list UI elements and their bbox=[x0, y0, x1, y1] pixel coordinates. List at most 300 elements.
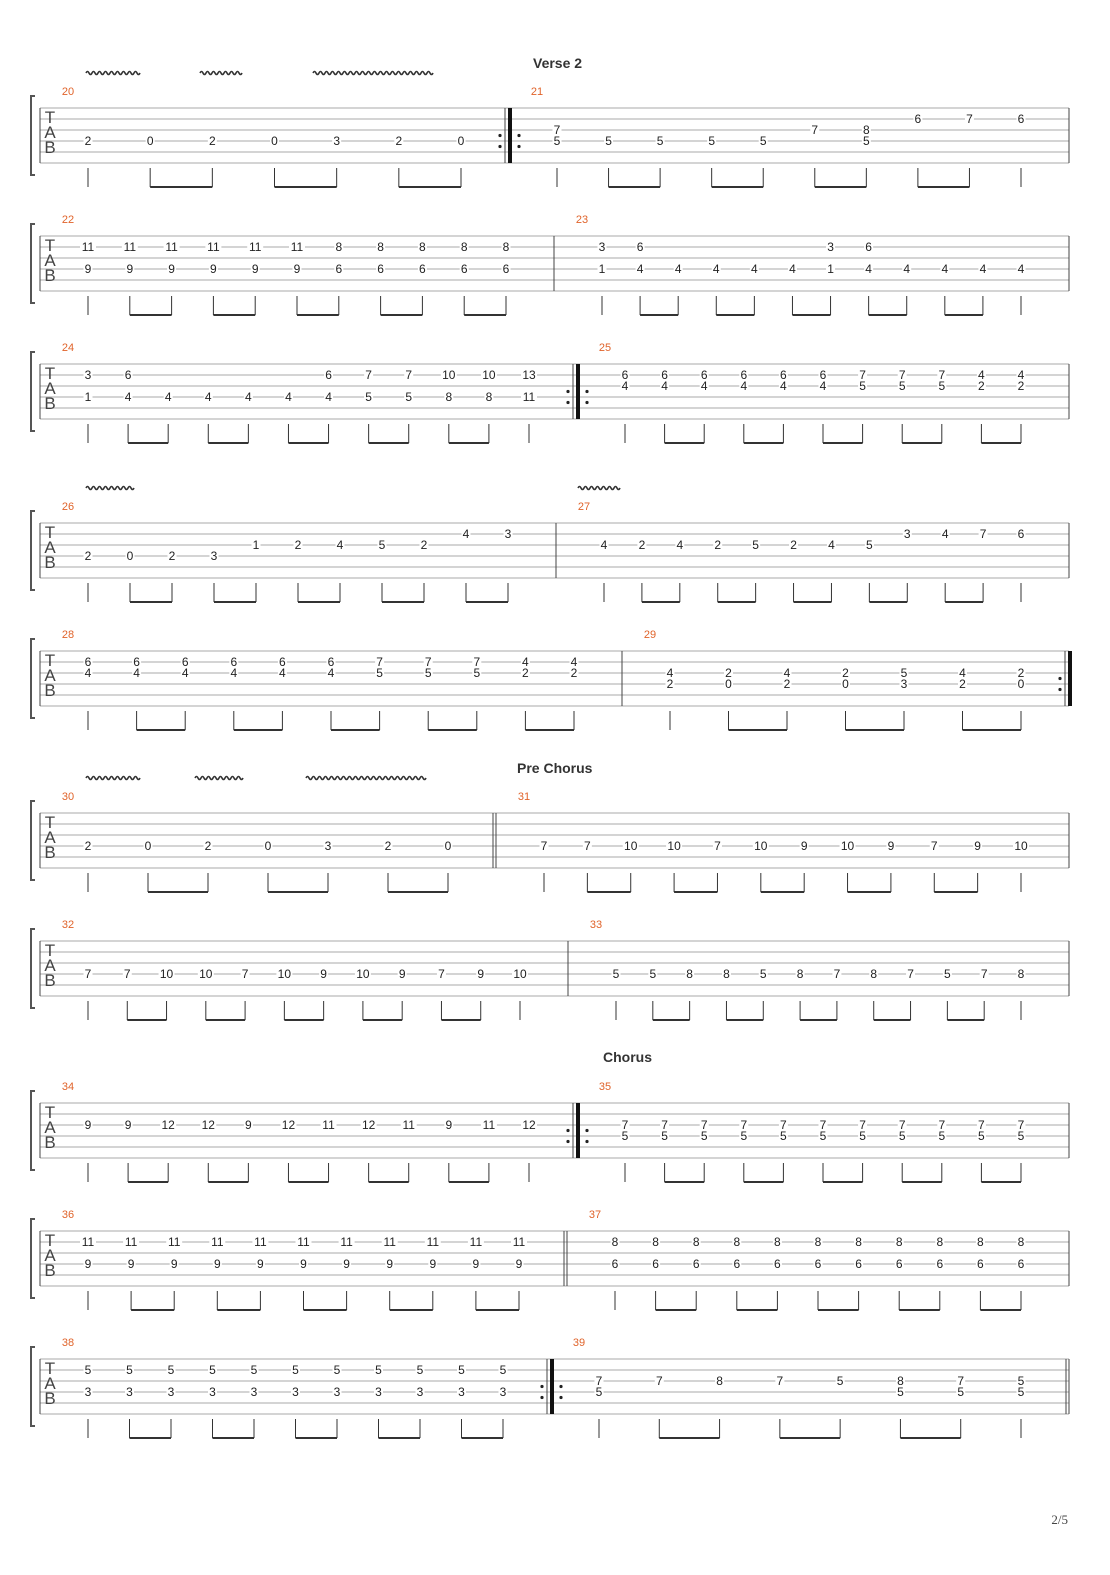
fret-number: 7 bbox=[714, 839, 721, 853]
fret-number: 9 bbox=[170, 1257, 178, 1271]
fret-number: 7 bbox=[376, 655, 383, 669]
repeat-dot bbox=[498, 134, 501, 137]
fret-number: 5 bbox=[612, 967, 620, 981]
fret-number: 11 bbox=[426, 1235, 440, 1249]
fret-number: 8 bbox=[377, 240, 384, 254]
fret-number: 6 bbox=[780, 368, 787, 382]
fret-number: 5 bbox=[333, 1363, 341, 1377]
fret-number: 2 bbox=[638, 538, 646, 552]
fret-number: 8 bbox=[897, 1374, 904, 1388]
fret-number: 9 bbox=[124, 1118, 132, 1132]
system-bracket bbox=[31, 801, 35, 880]
system-bracket bbox=[31, 1347, 35, 1426]
fret-number: 5 bbox=[424, 666, 432, 680]
fret-number: 7 bbox=[780, 1118, 787, 1132]
repeat-dot bbox=[517, 145, 520, 148]
fret-number: 4 bbox=[740, 379, 748, 393]
tab-clef-letter: B bbox=[44, 843, 56, 862]
fret-number: 7 bbox=[621, 1118, 629, 1132]
system-bracket bbox=[31, 352, 35, 431]
tab-system bbox=[31, 342, 1069, 443]
fret-number: 9 bbox=[213, 1257, 221, 1271]
fret-number: 0 bbox=[264, 839, 272, 853]
repeat-dot bbox=[498, 145, 501, 148]
vibrato-mark bbox=[86, 487, 134, 490]
vibrato-mark bbox=[306, 777, 426, 780]
fret-number: 6 bbox=[502, 262, 510, 276]
tab-clef-letter: A bbox=[44, 828, 56, 847]
vibrato-mark bbox=[578, 487, 620, 490]
fret-number: 8 bbox=[419, 240, 426, 254]
tab-clef-letter: T bbox=[44, 108, 56, 127]
measure-number: 36 bbox=[61, 1209, 75, 1221]
repeat-dot bbox=[585, 390, 588, 393]
fret-number: 6 bbox=[652, 1257, 659, 1271]
fret-number: 5 bbox=[473, 666, 481, 680]
fret-number: 3 bbox=[333, 1385, 341, 1399]
fret-number: 8 bbox=[733, 1235, 741, 1249]
fret-number: 11 bbox=[340, 1235, 353, 1249]
fret-number: 3 bbox=[598, 240, 606, 254]
fret-number: 3 bbox=[903, 527, 911, 541]
fret-number: 2 bbox=[395, 134, 403, 148]
tab-clef-letter: A bbox=[44, 251, 56, 270]
barline-thick bbox=[508, 108, 512, 163]
fret-number: 12 bbox=[361, 1118, 376, 1132]
fret-number: 5 bbox=[859, 1129, 866, 1143]
fret-number: 10 bbox=[1014, 839, 1028, 853]
fret-number: 4 bbox=[84, 666, 92, 680]
fret-number: 9 bbox=[472, 1257, 480, 1271]
fret-number: 5 bbox=[605, 134, 612, 148]
fret-number: 7 bbox=[980, 967, 988, 981]
fret-number: 4 bbox=[621, 379, 629, 393]
barline-thick bbox=[550, 1359, 554, 1414]
fret-number: 7 bbox=[438, 967, 445, 981]
fret-number: 11 bbox=[522, 390, 536, 404]
fret-number: 5 bbox=[416, 1363, 424, 1377]
repeat-dot bbox=[1058, 677, 1061, 680]
fret-number: 6 bbox=[327, 655, 335, 669]
system-bracket bbox=[31, 639, 35, 718]
fret-number: 5 bbox=[656, 134, 664, 148]
fret-number: 5 bbox=[378, 538, 386, 552]
fret-number: 4 bbox=[780, 379, 787, 393]
fret-number: 5 bbox=[900, 666, 908, 680]
tab-clef-letter: T bbox=[44, 651, 56, 670]
fret-number: 6 bbox=[230, 655, 238, 669]
fret-number: 4 bbox=[462, 527, 470, 541]
fret-number: 6 bbox=[1017, 527, 1025, 541]
measure-number: 27 bbox=[577, 501, 591, 513]
measure-number: 31 bbox=[517, 791, 531, 803]
fret-number: 0 bbox=[457, 134, 465, 148]
fret-number: 6 bbox=[661, 368, 668, 382]
fret-number: 5 bbox=[167, 1363, 175, 1377]
fret-number: 0 bbox=[126, 549, 134, 563]
fret-number: 8 bbox=[936, 1235, 944, 1249]
fret-number: 3 bbox=[84, 1385, 92, 1399]
tab-clef-letter: T bbox=[44, 941, 56, 960]
fret-number: 9 bbox=[293, 262, 301, 276]
tab-clef-letter: T bbox=[44, 523, 56, 542]
fret-number: 5 bbox=[898, 1129, 906, 1143]
fret-number: 8 bbox=[855, 1235, 862, 1249]
fret-number: 2 bbox=[570, 666, 578, 680]
fret-number: 8 bbox=[460, 240, 468, 254]
fret-number: 5 bbox=[84, 1363, 92, 1377]
fret-number: 12 bbox=[281, 1118, 296, 1132]
tab-clef-letter: A bbox=[44, 1118, 56, 1137]
fret-number: 11 bbox=[254, 1235, 267, 1249]
fret-number: 0 bbox=[271, 134, 278, 148]
fret-number: 7 bbox=[661, 1118, 668, 1132]
fret-number: 3 bbox=[499, 1385, 507, 1399]
fret-number: 9 bbox=[800, 839, 808, 853]
fret-number: 5 bbox=[376, 666, 383, 680]
fret-number: 5 bbox=[740, 1129, 748, 1143]
tab-clef-letter: B bbox=[44, 266, 56, 285]
tab-clef-letter: T bbox=[44, 813, 56, 832]
system-bracket bbox=[31, 929, 35, 1008]
repeat-dot bbox=[566, 1129, 569, 1132]
fret-number: 3 bbox=[324, 839, 332, 853]
fret-number: 9 bbox=[127, 1257, 135, 1271]
fret-number: 4 bbox=[903, 262, 911, 276]
fret-number: 8 bbox=[895, 1235, 903, 1249]
fret-number: 7 bbox=[978, 1118, 985, 1132]
fret-number: 10 bbox=[159, 967, 174, 981]
fret-number: 4 bbox=[666, 666, 674, 680]
fret-number: 5 bbox=[898, 379, 906, 393]
fret-number: 7 bbox=[938, 368, 946, 382]
fret-number: 10 bbox=[513, 967, 527, 981]
fret-number: 4 bbox=[285, 390, 292, 404]
fret-number: 4 bbox=[661, 379, 668, 393]
tab-system bbox=[31, 1081, 1069, 1182]
tab-clef-letter: T bbox=[44, 1359, 56, 1378]
fret-number: 4 bbox=[336, 538, 344, 552]
fret-number: 7 bbox=[84, 967, 92, 981]
fret-number: 9 bbox=[168, 262, 175, 276]
fret-number: 6 bbox=[865, 240, 872, 254]
fret-number: 10 bbox=[624, 839, 638, 853]
fret-number: 3 bbox=[333, 134, 341, 148]
fret-number: 4 bbox=[674, 262, 682, 276]
fret-number: 5 bbox=[365, 390, 372, 404]
fret-number: 8 bbox=[686, 967, 693, 981]
fret-number: 8 bbox=[445, 390, 453, 404]
fret-number: 5 bbox=[209, 1363, 216, 1377]
fret-number: 6 bbox=[84, 655, 92, 669]
barline-thick bbox=[576, 364, 580, 419]
fret-number: 2 bbox=[420, 538, 428, 552]
fret-number: 5 bbox=[978, 1129, 985, 1143]
fret-number: 5 bbox=[780, 1129, 787, 1143]
fret-number: 2 bbox=[1017, 379, 1025, 393]
fret-number: 7 bbox=[740, 1118, 748, 1132]
fret-number: 10 bbox=[754, 839, 768, 853]
fret-number: 5 bbox=[700, 1129, 708, 1143]
fret-number: 7 bbox=[938, 1118, 946, 1132]
barline-thick bbox=[576, 1103, 580, 1158]
fret-number: 6 bbox=[1017, 1257, 1025, 1271]
fret-number: 5 bbox=[1017, 1129, 1025, 1143]
repeat-dot bbox=[585, 401, 588, 404]
fret-number: 4 bbox=[279, 666, 286, 680]
fret-number: 6 bbox=[814, 1257, 822, 1271]
fret-number: 10 bbox=[442, 368, 456, 382]
fret-number: 7 bbox=[957, 1374, 965, 1388]
fret-number: 6 bbox=[279, 655, 286, 669]
fret-number: 5 bbox=[250, 1363, 258, 1377]
fret-number: 3 bbox=[84, 368, 92, 382]
fret-number: 0 bbox=[444, 839, 452, 853]
fret-number: 7 bbox=[584, 839, 591, 853]
fret-number: 7 bbox=[405, 368, 413, 382]
fret-number: 6 bbox=[740, 368, 748, 382]
fret-number: 6 bbox=[611, 1257, 619, 1271]
fret-number: 4 bbox=[522, 655, 529, 669]
fret-number: 4 bbox=[325, 390, 332, 404]
fret-number: 2 bbox=[1017, 666, 1025, 680]
fret-number: 8 bbox=[335, 240, 343, 254]
fret-number: 12 bbox=[161, 1118, 175, 1132]
system-bracket bbox=[31, 1091, 35, 1170]
fret-number: 7 bbox=[123, 967, 131, 981]
measure-number: 32 bbox=[61, 919, 75, 931]
fret-number: 2 bbox=[978, 379, 985, 393]
fret-number: 9 bbox=[429, 1257, 437, 1271]
fret-number: 8 bbox=[977, 1235, 984, 1249]
fret-number: 10 bbox=[667, 839, 681, 853]
fret-number: 4 bbox=[700, 379, 708, 393]
fret-number: 8 bbox=[611, 1235, 619, 1249]
system-bracket bbox=[31, 96, 35, 175]
tab-clef-letter: T bbox=[44, 236, 56, 255]
fret-number: 5 bbox=[553, 134, 561, 148]
measure-number: 20 bbox=[61, 86, 75, 98]
fret-number: 5 bbox=[938, 1129, 946, 1143]
fret-number: 2 bbox=[725, 666, 732, 680]
repeat-dot bbox=[585, 1140, 588, 1143]
fret-number: 9 bbox=[257, 1257, 264, 1271]
fret-number: 5 bbox=[957, 1385, 965, 1399]
fret-number: 7 bbox=[907, 967, 914, 981]
fret-number: 7 bbox=[553, 123, 561, 137]
fret-number: 5 bbox=[897, 1385, 904, 1399]
fret-number: 10 bbox=[199, 967, 213, 981]
fret-number: 6 bbox=[1017, 112, 1025, 126]
fret-number: 6 bbox=[325, 368, 332, 382]
fret-number: 9 bbox=[974, 839, 981, 853]
fret-number: 5 bbox=[649, 967, 657, 981]
fret-number: 4 bbox=[979, 262, 987, 276]
fret-number: 7 bbox=[930, 839, 938, 853]
fret-number: 6 bbox=[819, 368, 827, 382]
fret-number: 4 bbox=[124, 390, 132, 404]
fret-number: 9 bbox=[210, 262, 217, 276]
vibrato-mark bbox=[195, 777, 243, 780]
fret-number: 7 bbox=[655, 1374, 663, 1388]
fret-number: 9 bbox=[300, 1257, 307, 1271]
measure-number: 23 bbox=[575, 214, 589, 226]
measure-number: 35 bbox=[598, 1081, 612, 1093]
measure-number: 25 bbox=[598, 342, 612, 354]
fret-number: 9 bbox=[320, 967, 327, 981]
fret-number: 5 bbox=[708, 134, 716, 148]
tab-system bbox=[31, 72, 1069, 188]
fret-number: 11 bbox=[297, 1235, 310, 1249]
fret-number: 9 bbox=[84, 1257, 92, 1271]
vibrato-mark bbox=[200, 72, 242, 75]
tab-clef-letter: B bbox=[44, 1133, 56, 1152]
fret-number: 10 bbox=[277, 967, 292, 981]
vibrato-mark bbox=[313, 72, 433, 75]
tab-clef-letter: A bbox=[44, 1246, 56, 1265]
fret-number: 6 bbox=[419, 262, 426, 276]
fret-number: 4 bbox=[819, 379, 827, 393]
fret-number: 6 bbox=[855, 1257, 862, 1271]
tab-clef-letter: B bbox=[44, 1261, 56, 1280]
tab-clef-letter: T bbox=[44, 1231, 56, 1250]
section-label-chorus: Chorus bbox=[603, 1049, 652, 1065]
fret-number: 8 bbox=[774, 1235, 781, 1249]
fret-number: 6 bbox=[895, 1257, 903, 1271]
repeat-dot bbox=[559, 1396, 562, 1399]
fret-number: 4 bbox=[959, 666, 966, 680]
fret-number: 5 bbox=[836, 1374, 844, 1388]
tab-clef-letter: A bbox=[44, 956, 56, 975]
fret-number: 6 bbox=[936, 1257, 944, 1271]
fret-number: 12 bbox=[201, 1118, 215, 1132]
system-bracket bbox=[31, 511, 35, 590]
fret-number: 5 bbox=[661, 1129, 668, 1143]
fret-number: 3 bbox=[292, 1385, 299, 1399]
barline-thick bbox=[1068, 651, 1072, 706]
fret-number: 0 bbox=[1017, 677, 1025, 691]
fret-number: 4 bbox=[181, 666, 189, 680]
fret-number: 6 bbox=[133, 655, 140, 669]
fret-number: 7 bbox=[819, 1118, 827, 1132]
fret-number: 6 bbox=[124, 368, 132, 382]
fret-number: 4 bbox=[1017, 262, 1025, 276]
fret-number: 11 bbox=[248, 240, 262, 254]
fret-number: 2 bbox=[842, 666, 849, 680]
fret-number: 9 bbox=[445, 1118, 453, 1132]
tab-system bbox=[31, 487, 1069, 603]
repeat-dot bbox=[566, 390, 569, 393]
fret-number: 8 bbox=[1017, 1235, 1025, 1249]
fret-number: 5 bbox=[819, 1129, 827, 1143]
repeat-dot bbox=[566, 401, 569, 404]
fret-number: 7 bbox=[833, 967, 841, 981]
measure-number: 29 bbox=[643, 629, 657, 641]
fret-number: 5 bbox=[292, 1363, 299, 1377]
fret-number: 8 bbox=[814, 1235, 822, 1249]
fret-number: 7 bbox=[540, 839, 548, 853]
system-bracket bbox=[31, 224, 35, 303]
fret-number: 8 bbox=[1017, 967, 1025, 981]
fret-number: 4 bbox=[751, 262, 758, 276]
fret-number: 9 bbox=[477, 967, 485, 981]
fret-number: 3 bbox=[900, 677, 908, 691]
fret-number: 3 bbox=[504, 527, 512, 541]
fret-number: 6 bbox=[636, 240, 644, 254]
fret-number: 4 bbox=[828, 538, 835, 552]
fret-number: 8 bbox=[692, 1235, 700, 1249]
fret-number: 6 bbox=[774, 1257, 781, 1271]
fret-number: 2 bbox=[714, 538, 722, 552]
fret-number: 6 bbox=[377, 262, 384, 276]
fret-number: 6 bbox=[977, 1257, 984, 1271]
fret-number: 5 bbox=[499, 1363, 507, 1377]
fret-number: 5 bbox=[759, 134, 767, 148]
fret-number: 13 bbox=[522, 368, 536, 382]
fret-number: 5 bbox=[752, 538, 759, 552]
fret-number: 4 bbox=[941, 262, 949, 276]
fret-number: 6 bbox=[181, 655, 189, 669]
fret-number: 2 bbox=[522, 666, 529, 680]
fret-number: 6 bbox=[733, 1257, 741, 1271]
fret-number: 7 bbox=[859, 1118, 866, 1132]
tab-clef-letter: A bbox=[44, 379, 56, 398]
fret-number: 4 bbox=[570, 655, 578, 669]
fret-number: 5 bbox=[1017, 1385, 1025, 1399]
fret-number: 6 bbox=[700, 368, 708, 382]
fret-number: 9 bbox=[84, 262, 92, 276]
fret-number: 7 bbox=[898, 368, 906, 382]
fret-number: 7 bbox=[595, 1374, 603, 1388]
repeat-dot bbox=[540, 1396, 543, 1399]
tab-clef-letter: A bbox=[44, 538, 56, 557]
fret-number: 8 bbox=[862, 123, 870, 137]
measure-number: 22 bbox=[61, 214, 75, 226]
fret-number: 7 bbox=[811, 123, 819, 137]
fret-number: 5 bbox=[621, 1129, 629, 1143]
fret-number: 0 bbox=[146, 134, 154, 148]
tab-system bbox=[31, 214, 1069, 315]
fret-number: 4 bbox=[789, 262, 796, 276]
fret-number: 7 bbox=[859, 368, 866, 382]
fret-number: 11 bbox=[167, 1235, 181, 1249]
fret-number: 6 bbox=[621, 368, 629, 382]
fret-number: 2 bbox=[204, 839, 212, 853]
fret-number: 11 bbox=[469, 1235, 483, 1249]
fret-number: 4 bbox=[676, 538, 684, 552]
measure-number: 34 bbox=[61, 1081, 75, 1093]
tab-clef-letter: T bbox=[44, 1103, 56, 1122]
fret-number: 8 bbox=[652, 1235, 659, 1249]
fret-number: 2 bbox=[294, 538, 302, 552]
fret-number: 11 bbox=[322, 1118, 335, 1132]
fret-number: 11 bbox=[124, 1235, 138, 1249]
measure-number: 26 bbox=[61, 501, 75, 513]
fret-number: 11 bbox=[512, 1235, 526, 1249]
fret-number: 7 bbox=[979, 527, 987, 541]
page-number: 2/5 bbox=[1051, 1512, 1068, 1527]
fret-number: 4 bbox=[941, 527, 949, 541]
fret-number: 8 bbox=[485, 390, 493, 404]
fret-number: 3 bbox=[827, 240, 834, 254]
fret-number: 5 bbox=[862, 134, 870, 148]
fret-number: 2 bbox=[783, 677, 791, 691]
fret-number: 5 bbox=[759, 967, 767, 981]
vibrato-mark bbox=[86, 777, 140, 780]
fret-number: 11 bbox=[81, 1235, 95, 1249]
tab-clef-letter: B bbox=[44, 138, 56, 157]
vibrato-mark bbox=[86, 72, 140, 75]
